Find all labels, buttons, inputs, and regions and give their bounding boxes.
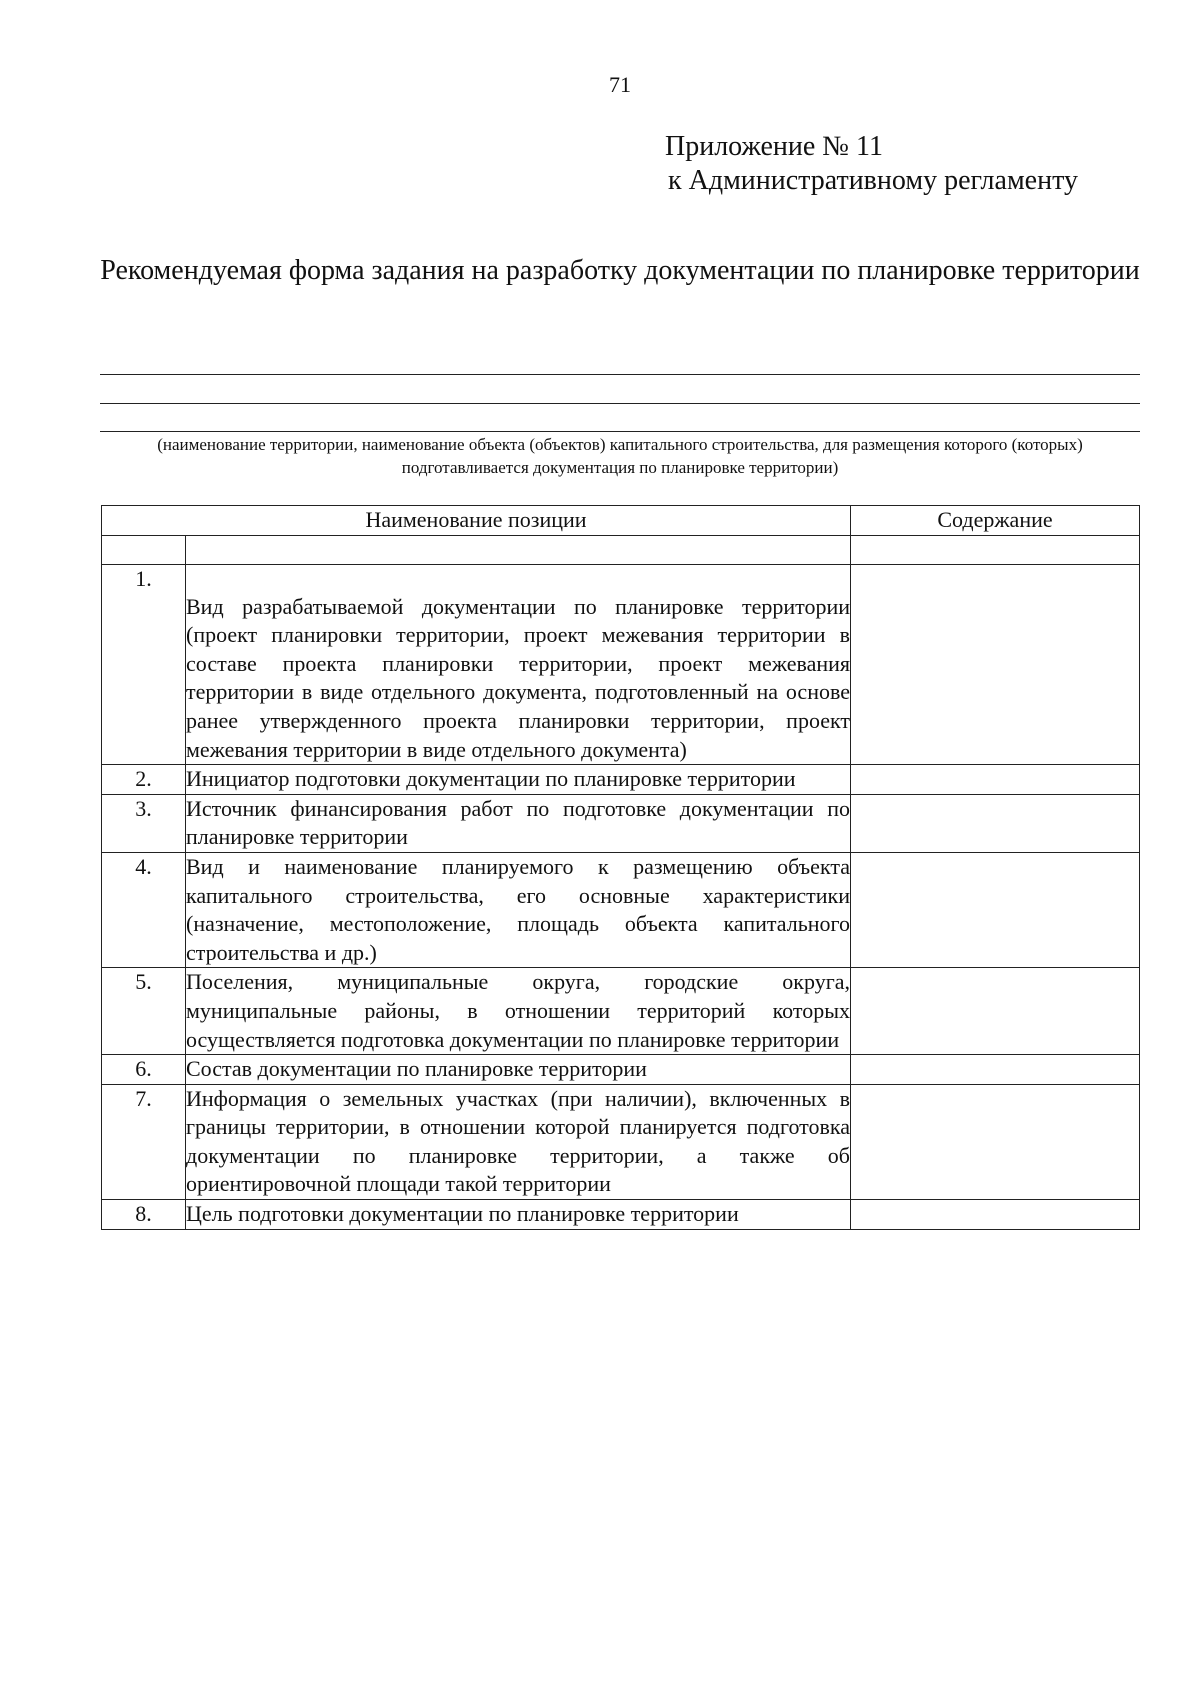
table-header-row bbox=[102, 506, 1140, 536]
row-name: Поселения, муниципальные округа, городские округа, муниципальные районы, в отношении территорий которых осуществляется подготовка документации по планировке территории bbox=[186, 968, 851, 1055]
table-row bbox=[102, 564, 1140, 765]
row-number: 7. bbox=[102, 1084, 186, 1199]
row-name: Вид и наименование планируемого к размещению объекта капитального строительства, его основные характеристики (назначение, местоположение, площадь объекта капитального строительства и др.) bbox=[186, 852, 851, 967]
appendix-line-1: Приложение № 11 bbox=[665, 131, 883, 162]
table-row bbox=[102, 968, 1140, 1055]
appendix-line-2: к Административному регламенту bbox=[668, 165, 1078, 196]
appendix-note bbox=[665, 130, 1078, 198]
fill-line-2 bbox=[100, 403, 1140, 404]
fill-caption: (наименование территории, наименование объекта (объектов) капитального строительства, для размещения которого (которых) подготавливается документация по планировке территории) bbox=[157, 435, 1083, 477]
row-content bbox=[851, 852, 1140, 967]
fill-line-3 bbox=[100, 431, 1140, 432]
blank-cell bbox=[851, 535, 1140, 564]
row-content bbox=[851, 1084, 1140, 1199]
row-content bbox=[851, 564, 1140, 765]
row-number: 4. bbox=[102, 852, 186, 967]
row-content bbox=[851, 1055, 1140, 1085]
row-number: 1. bbox=[102, 564, 186, 765]
row-name: Источник финансирования работ по подготовке документации по планировке территории bbox=[186, 794, 851, 852]
row-name: Цель подготовки документации по планировке территории bbox=[186, 1200, 851, 1230]
table-row bbox=[102, 1055, 1140, 1085]
row-name: Информация о земельных участках (при наличии), включенных в границы территории, в отношении которой планируется подготовка документации по планировке территории, а также об ориентировочной площади такой территории bbox=[186, 1084, 851, 1199]
row-name: Инициатор подготовки документации по планировке территории bbox=[186, 765, 851, 795]
row-content bbox=[851, 1200, 1140, 1230]
header-position-name: Наименование позиции bbox=[102, 506, 851, 536]
table-row bbox=[102, 852, 1140, 967]
table-row bbox=[102, 765, 1140, 795]
row-number: 3. bbox=[102, 794, 186, 852]
table-row bbox=[102, 1084, 1140, 1199]
blank-cell bbox=[102, 535, 186, 564]
table-row bbox=[102, 794, 1140, 852]
row-number: 2. bbox=[102, 765, 186, 795]
table-blank-row bbox=[102, 535, 1140, 564]
row-content bbox=[851, 765, 1140, 795]
row-number: 8. bbox=[102, 1200, 186, 1230]
page-number: 71 bbox=[609, 72, 631, 97]
document-title: Рекомендуемая форма задания на разработку документации по планировке территории bbox=[100, 255, 1140, 286]
row-content bbox=[851, 794, 1140, 852]
row-name: Вид разрабатываемой документации по планировке территории (проект планировки территории, проект межевания территории в составе проекта планировки территории, проект межевания территории в виде отдельного документа, подготовленный на основе ранее утвержденного проекта планировки территории, проект межевания территории в виде отдельного документа) bbox=[186, 564, 851, 765]
blank-cell bbox=[186, 535, 851, 564]
fill-line-1 bbox=[100, 374, 1140, 375]
table-row bbox=[102, 1200, 1140, 1230]
row-number: 5. bbox=[102, 968, 186, 1055]
row-content bbox=[851, 968, 1140, 1055]
row-name: Состав документации по планировке территории bbox=[186, 1055, 851, 1085]
header-content: Содержание bbox=[851, 506, 1140, 536]
form-table bbox=[101, 505, 1140, 1230]
row-number: 6. bbox=[102, 1055, 186, 1085]
